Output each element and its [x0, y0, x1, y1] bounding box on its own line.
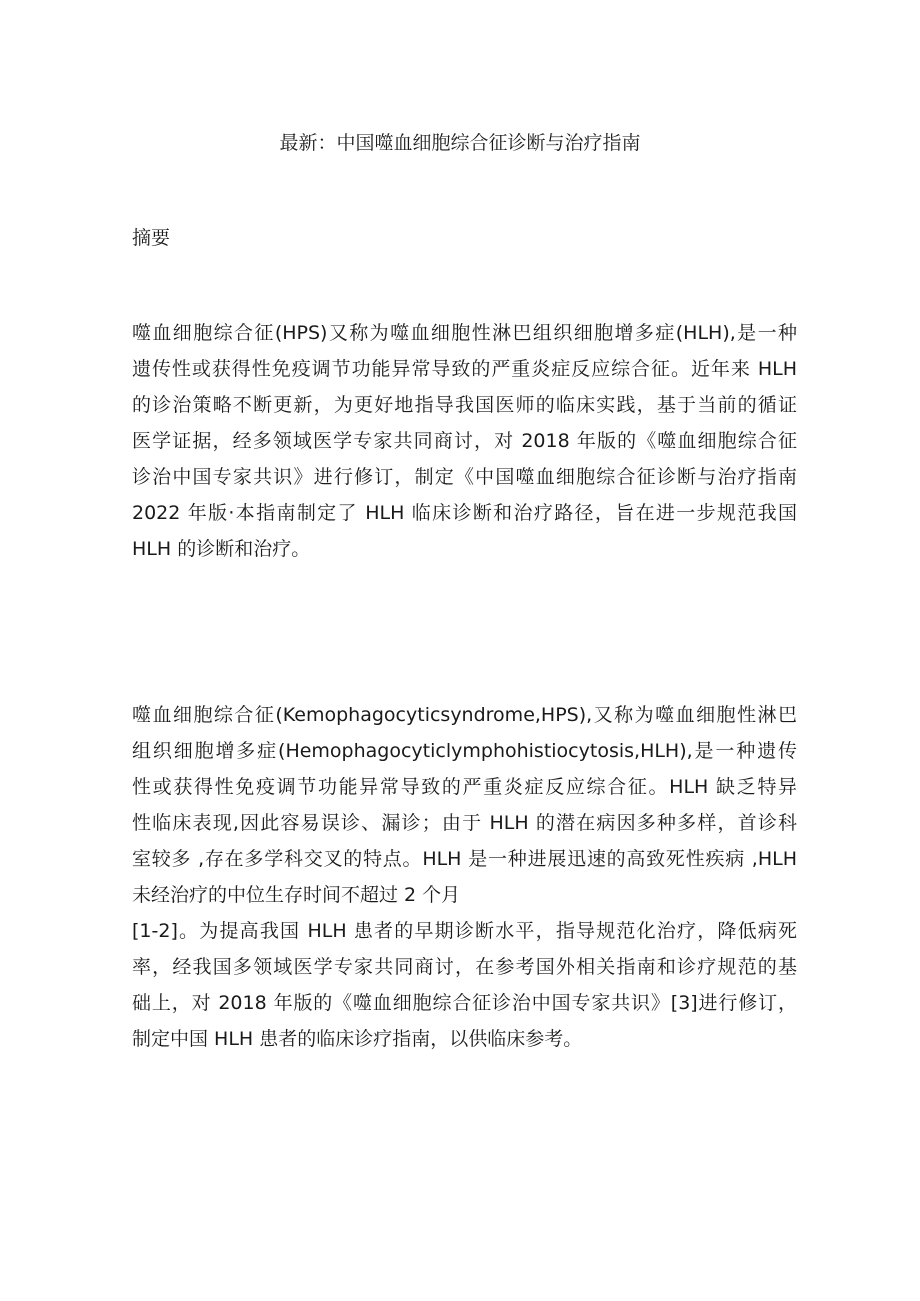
- paragraph-line: 性临床表现,因此容易误诊、漏诊；由于 HLH 的潜在病因多种多样，首诊科: [132, 812, 797, 834]
- paragraph-line: 诊治中国专家共识》进行修订，制定《中国噬血细胞综合征诊断与治疗指南: [132, 466, 797, 488]
- paragraph-line: 的诊治策略不断更新，为更好地指导我国医师的临床实践，基于当前的循证: [132, 394, 797, 416]
- paragraph-line: [1-2]。为提高我国 HLH 患者的早期诊断水平，指导规范化治疗，降低病死: [132, 920, 797, 942]
- intro-paragraph: [132, 697, 797, 1057]
- paragraph-line: 性或获得性免疫调节功能异常导致的严重炎症反应综合征。HLH 缺乏特异: [132, 776, 797, 798]
- paragraph-line: 噬血细胞综合征(Kemophagocyticsyndrome,HPS),又称为噬血细胞性淋巴: [132, 704, 797, 726]
- paragraph-line: HLH 的诊断和治疗。: [132, 538, 311, 560]
- paragraph-line: 组织细胞增多症(Hemophagocyticlymphohistiocytosis,HLH),是一种遗传: [132, 740, 797, 762]
- abstract-paragraph: [132, 315, 797, 567]
- paragraph-line: 噬血细胞综合征(HPS)又称为噬血细胞性淋巴组织细胞增多症(HLH),是一种: [132, 322, 797, 344]
- paragraph-line: 未经治疗的中位生存时间不超过 2 个月: [132, 884, 461, 906]
- paragraph-line: 率，经我国多领域医学专家共同商讨，在参考国外相关指南和诊疗规范的基: [132, 956, 797, 978]
- paragraph-line: 2022 年版·本指南制定了 HLH 临床诊断和治疗路径，旨在进一步规范我国: [132, 502, 797, 524]
- paragraph-line: 遗传性或获得性免疫调节功能异常导致的严重炎症反应综合征。近年来 HLH: [132, 358, 797, 380]
- document-title: 最新：中国噬血细胞综合征诊断与治疗指南: [279, 132, 641, 154]
- paragraph-line: 医学证据，经多领域医学专家共同商讨，对 2018 年版的《噬血细胞综合征: [132, 430, 797, 452]
- paragraph-line: 室较多 ,存在多学科交叉的特点。HLH 是一种进展迅速的高致死性疾病 ,HLH: [132, 848, 797, 870]
- paragraph-line: 础上，对 2018 年版的《噬血细胞综合征诊治中国专家共识》[3]进行修订，: [132, 992, 797, 1014]
- abstract-heading: 摘要: [132, 227, 171, 249]
- paragraph-line: 制定中国 HLH 患者的临床诊疗指南，以供临床参考。: [132, 1028, 583, 1050]
